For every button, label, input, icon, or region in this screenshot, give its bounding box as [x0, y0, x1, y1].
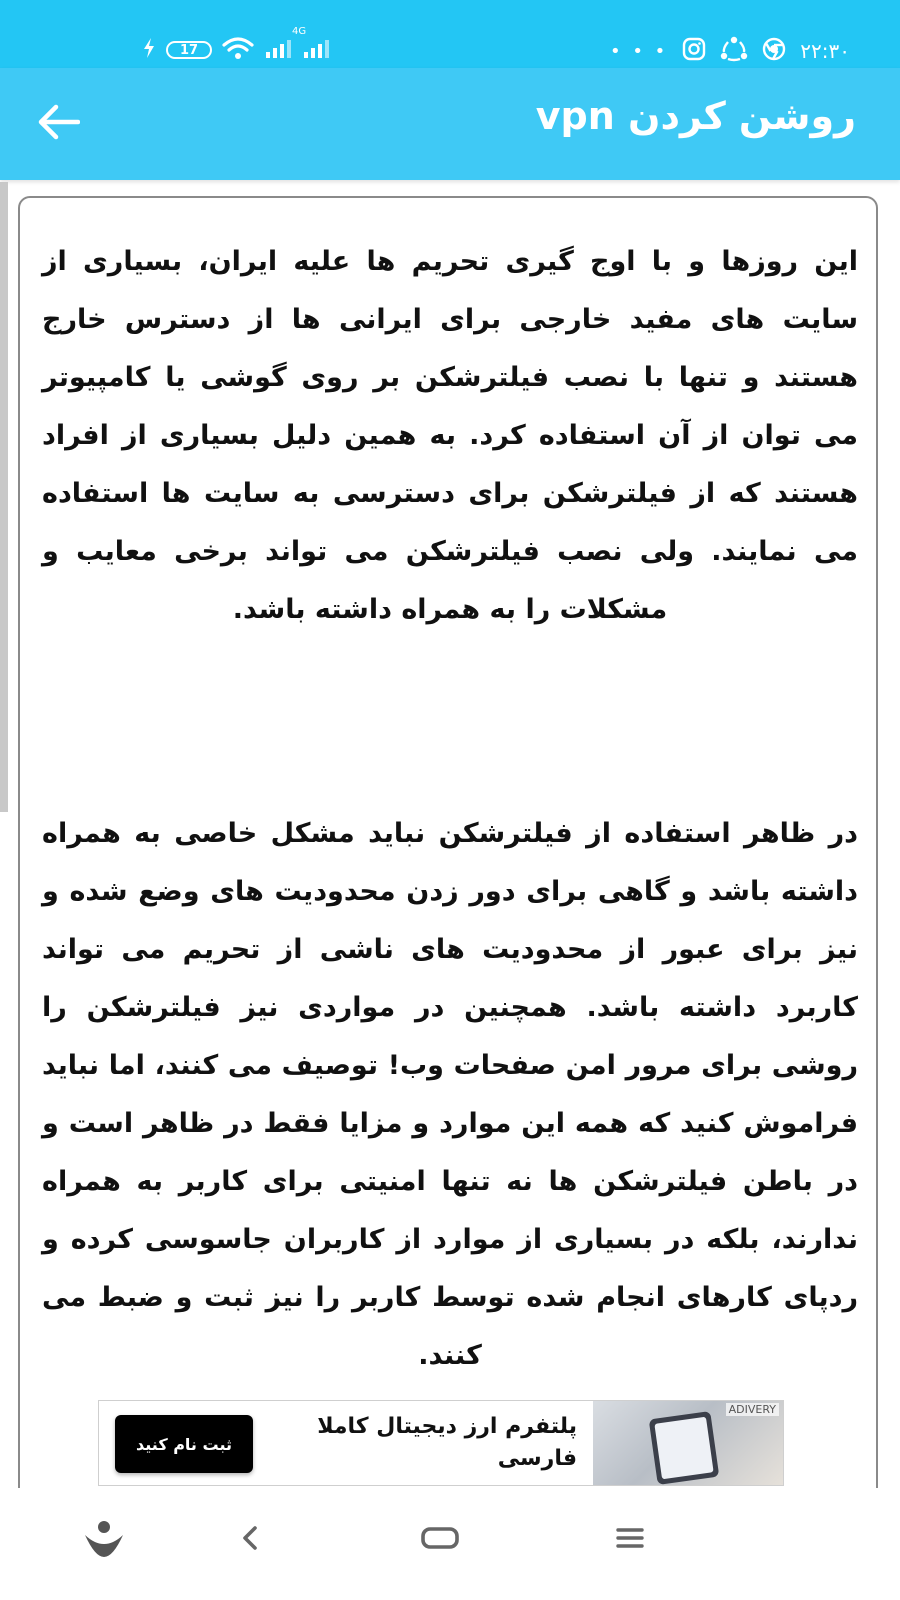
home-icon — [420, 1525, 460, 1555]
status-left-group — [142, 26, 338, 64]
charging-icon — [142, 37, 156, 63]
article-card — [18, 196, 878, 1596]
article-paragraph-2: در ظاهر استفاده از فیلترشکن نباید مشکل خاصی به همراه داشته باشد و گاهی برای دور زدن محدودیت های وضع شده و نیز برای عبور از محدودیت های ناشی از تحریم می تواند کاربرد داشته باشد. همچنین در مواردی نیز فیلترشکن را روشی برای مرور امن صفحات وب! توصیف می کنند، اما نباید فراموش کنید که همه این موارد و مزایا فقط در ظاهر است و در باطن فیلترشکن ها نه تنها امنیتی برای کاربر به همراه ندارند، بلکه در بسیاری از موارد از کاربران جاسوسی کرده و ردپای کارهای انجام شده توسط کاربر را نیز ثبت و ضبط می کنند. — [42, 818, 858, 1371]
battery-icon — [166, 41, 212, 59]
battery-level: 17 — [179, 42, 199, 58]
ad-signup-button[interactable]: ثبت نام کنید — [115, 1415, 253, 1473]
back-button[interactable] — [30, 96, 86, 152]
instagram-icon — [682, 37, 706, 65]
app-bar — [0, 68, 900, 180]
status-bar — [0, 0, 900, 68]
scrollbar[interactable] — [0, 182, 8, 812]
chrome-icon — [762, 37, 786, 65]
system-nav-bar — [0, 1488, 900, 1600]
article-paragraph-1: این روزها و با اوج گیری تحریم ها علیه ایران، بسیاری از سایت های مفید خارجی برای ایرانی ها از دسترس خارج هستند و تنها با نصب فیلترشکن بر روی گوشی یا کامپیوتر می توان از آن استفاده کرد. به همین دلیل بسیاری از افراد هستند که از فیلترشکن برای دسترسی به سایت ها استفاده می نمایند. ولی نصب فیلترشکن می تواند برخی معایب و مشکلات را به همراه داشته باشد. — [42, 246, 858, 625]
assistant-icon — [83, 1519, 125, 1561]
arrow-left-icon — [36, 104, 80, 144]
sync-icon — [720, 36, 748, 66]
nav-recents-button[interactable] — [600, 1510, 660, 1570]
status-right-group — [610, 36, 850, 66]
clock: ۲۲:۳۰ — [800, 39, 850, 63]
page-title: روشن کردن vpn — [535, 94, 856, 138]
ad-image — [593, 1401, 783, 1485]
phone-image-icon — [649, 1411, 720, 1485]
back-chevron-icon — [238, 1523, 262, 1557]
nav-home-button[interactable] — [410, 1510, 470, 1570]
signal-icon — [264, 26, 338, 64]
assistant-button[interactable] — [74, 1510, 134, 1570]
ad-brand-label: ADIVERY — [726, 1403, 779, 1416]
wifi-icon — [222, 36, 254, 64]
recents-menu-icon — [614, 1525, 646, 1555]
ad-banner[interactable] — [98, 1400, 784, 1486]
ad-headline: پلتفرم ارز دیجیتال کاملا فارسی — [317, 1414, 577, 1471]
more-notifications-indicator: • • • — [609, 40, 669, 62]
network-type-label: 4G — [292, 26, 307, 37]
nav-back-button[interactable] — [220, 1510, 280, 1570]
